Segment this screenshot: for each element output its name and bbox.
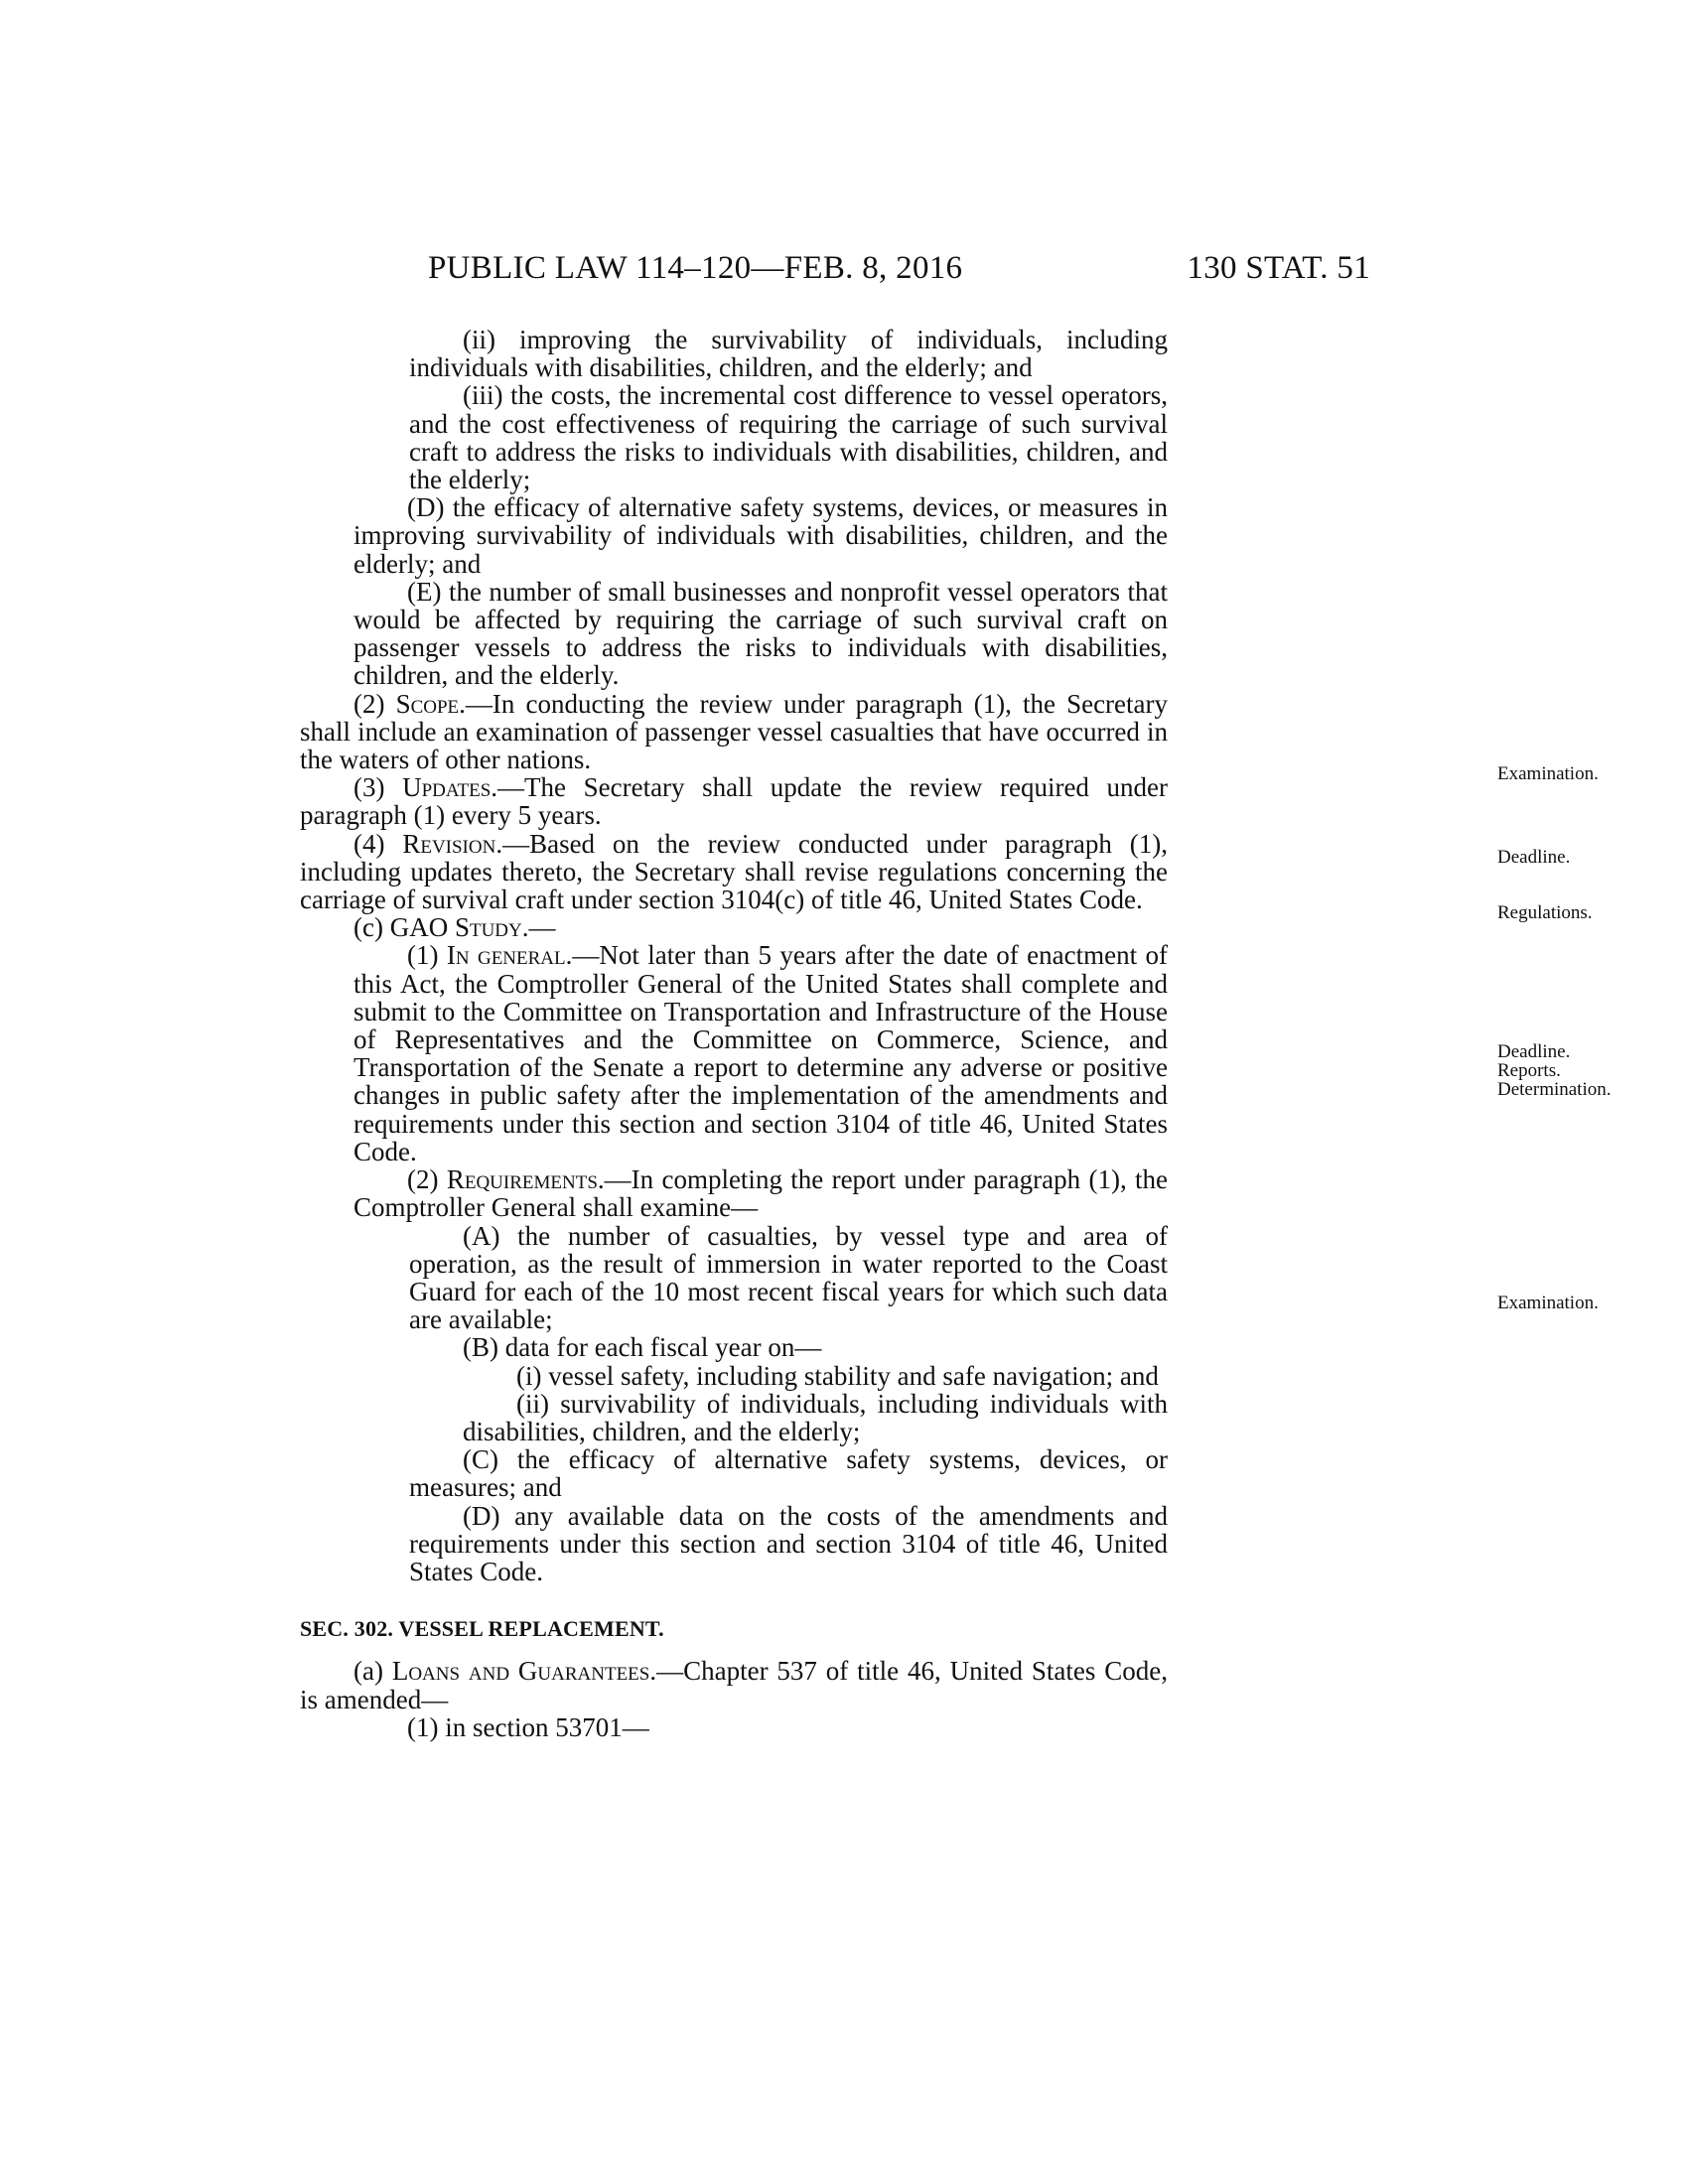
statute-body — [300, 325, 1612, 1742]
paragraph-1-section-53701: (1) in section 53701— — [407, 1711, 649, 1742]
scope-heading: Scope — [395, 688, 460, 719]
updates-heading: Updates — [402, 772, 492, 803]
clause-iii-costs: (iii) the costs, the incremental cost difference to vessel operators, and the cost effectiveness of requiring the carriage of such survival craft to address the risks to individuals with disabilities, children, and the elderly; — [409, 380, 1168, 495]
requirement-d: (D) any available data on the costs of the amendments and requirements under this section and section 3104 of title 46, United States Code. — [409, 1500, 1168, 1586]
paragraph-3-updates: (3) Updates.—The Secretary shall update the review required under paragraph (1) every 5 years. — [300, 772, 1169, 831]
margin-note-examination: Examination. — [1497, 1293, 1599, 1313]
requirement-b: (B) data for each fiscal year on— — [463, 1332, 822, 1363]
requirement-b-ii: (ii) survivability of individuals, including individuals with disabilities, children, and the elderly; — [463, 1388, 1168, 1446]
margin-note-regulations: Regulations. — [1497, 902, 1593, 923]
margin-note-reports: Reports. — [1497, 1060, 1561, 1081]
subparagraph-e-small-businesses: (E) the number of small businesses and nonprofit vessel operators that would be affected by requiring the carriage of such survival craft on passenger vessels to address the risks to individuals with disabilities, children, and the elderly. — [353, 576, 1168, 691]
subsection-c-gao-study: (c) GAO Study.— — [353, 912, 556, 943]
header-page-ref: 130 STAT. 51 — [1187, 250, 1370, 286]
header-title: PUBLIC LAW 114–120—FEB. 8, 2016 — [428, 250, 963, 286]
section-302-heading: SEC. 302. VESSEL REPLACEMENT. — [300, 1616, 664, 1642]
paragraph-4-revision: (4) Revision.—Based on the review conducted under paragraph (1), including updates thereto, the Secretary shall revise regulations concerning the carriage of survival craft under section 3104(c) of title 46, United States Code. — [300, 828, 1168, 915]
gao-paragraph-1-in-general: (1) In general.—Not later than 5 years after the date of enactment of this Act, the Comptroller General of the United States shall complete and submit to the Committee on Transportation and Infrastructure of the House of Representatives and the Committee on Commerce, Science, and Transportation of the Senate a report to determine any adverse or positive changes in public safety after the implementation of the amendments and requirements under this section and section 3104 of title 46, United States Code. — [353, 940, 1168, 1166]
in-general-heading: In general — [446, 940, 566, 971]
margin-note-examination: Examination. — [1497, 763, 1599, 784]
requirement-b-i: (i) vessel safety, including stability and safe navigation; and — [516, 1360, 1159, 1391]
gao-heading: Study — [454, 912, 522, 943]
revision-heading: Revision — [402, 828, 496, 859]
margin-note-deadline: Deadline. — [1497, 847, 1571, 868]
margin-note-determination: Determination. — [1497, 1079, 1612, 1100]
clause-ii-survivability: (ii) improving the survivability of individuals, including individuals with disabilities, children, and the elderly; and — [409, 325, 1168, 383]
subparagraph-d-efficacy: (D) the efficacy of alternative safety systems, devices, or measures in improving survivability of individuals with disabilities, children, and the elderly; and — [353, 492, 1168, 579]
requirements-heading: Requirements — [446, 1164, 598, 1195]
loans-heading: Loans and Guarantees — [391, 1656, 650, 1687]
requirement-c: (C) the efficacy of alternative safety systems, devices, or measures; and — [409, 1444, 1168, 1503]
requirement-a: (A) the number of casualties, by vessel type and area of operation, as the result of immersion in water reported to the Coast Guard for each of the 10 most recent fiscal years for which such data are available; — [409, 1220, 1168, 1335]
margin-note-deadline: Deadline. — [1497, 1041, 1571, 1062]
gao-paragraph-2-requirements: (2) Requirements.—In completing the report under paragraph (1), the Comptroller General shall examine— — [353, 1164, 1169, 1223]
paragraph-2-scope: (2) Scope.—In conducting the review under paragraph (1), the Secretary shall include an examination of passenger vessel casualties that have occurred in the waters of other nations. — [300, 688, 1168, 775]
subsection-a-loans: (a) Loans and Guarantees.—Chapter 537 of title 46, United States Code, is amended— — [300, 1656, 1168, 1714]
